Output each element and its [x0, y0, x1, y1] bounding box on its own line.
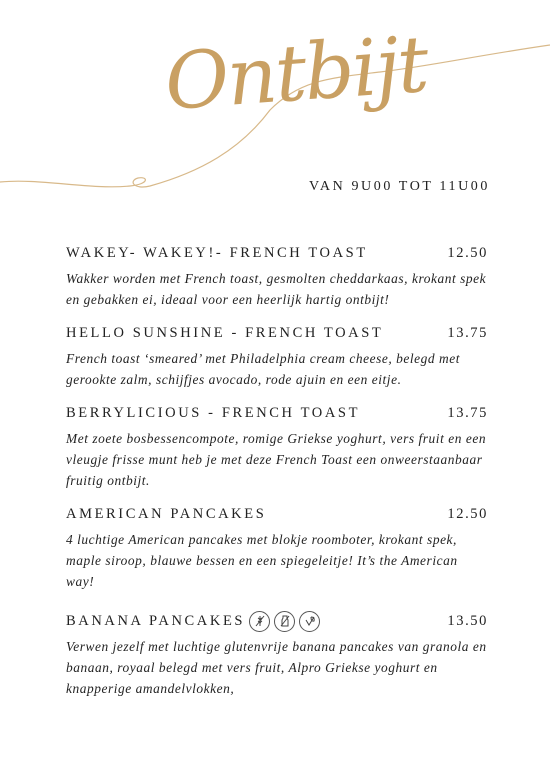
- menu-item-price: 13.50: [447, 612, 488, 629]
- menu-list: [66, 242, 488, 711]
- menu-item-price: 13.75: [447, 404, 488, 421]
- menu-item-price: 12.50: [447, 244, 488, 261]
- menu-item-price: 13.75: [447, 324, 488, 341]
- menu-item: [66, 322, 488, 390]
- vegan-icon: [299, 611, 320, 632]
- gluten-free-icon: [249, 611, 270, 632]
- menu-item-description: Met zoete bosbessencompote, romige Griekse yoghurt, vers fruit en een vleugje frisse munt heb je met deze French Toast een onweerstaanbaar fruitig ontbijt.: [66, 431, 487, 488]
- menu-item-name: BERRYLICIOUS - FRENCH TOAST: [66, 404, 361, 421]
- menu-item-description: Verwen jezelf met luchtige glutenvrije banana pancakes van granola en banaan, royaal belegd met vers fruit, Alpro Griekse yoghurt en knapperige amandelvlokken,: [66, 639, 487, 696]
- menu-item: [66, 242, 488, 310]
- menu-item-name: WAKEY- WAKEY!- FRENCH TOAST: [66, 244, 368, 261]
- dairy-free-icon: [274, 611, 295, 632]
- menu-item: [66, 503, 488, 592]
- opening-hours: VAN 9U00 TOT 11U00: [309, 179, 490, 194]
- diet-badges: [249, 611, 320, 632]
- header: [0, 0, 550, 210]
- menu-item-description: French toast ‘smeared’ met Philadelphia cream cheese, belegd met gerookte zalm, schijfjes avocado, rode ajuin en een eitje.: [66, 351, 461, 387]
- menu-item-name: HELLO SUNSHINE - FRENCH TOAST: [66, 324, 384, 341]
- menu-item-description: 4 luchtige American pancakes met blokje roomboter, krokant spek, maple siroop, blauwe bessen en een spiegeleitje! It’s the American way!: [66, 532, 458, 589]
- menu-item-price: 12.50: [447, 505, 488, 522]
- menu-item-name-wrap: [66, 611, 320, 632]
- menu-item-name: AMERICAN PANCAKES: [66, 505, 267, 522]
- menu-item: [66, 402, 488, 491]
- menu-item-description: Wakker worden met French toast, gesmolten cheddarkaas, krokant spek en gebakken ei, ideaal voor een heerlijk hartig ontbijt!: [66, 271, 487, 307]
- menu-item-name: BANANA PANCAKES: [66, 612, 246, 629]
- page-title: Ontbijt: [162, 19, 430, 128]
- menu-item: [66, 610, 488, 699]
